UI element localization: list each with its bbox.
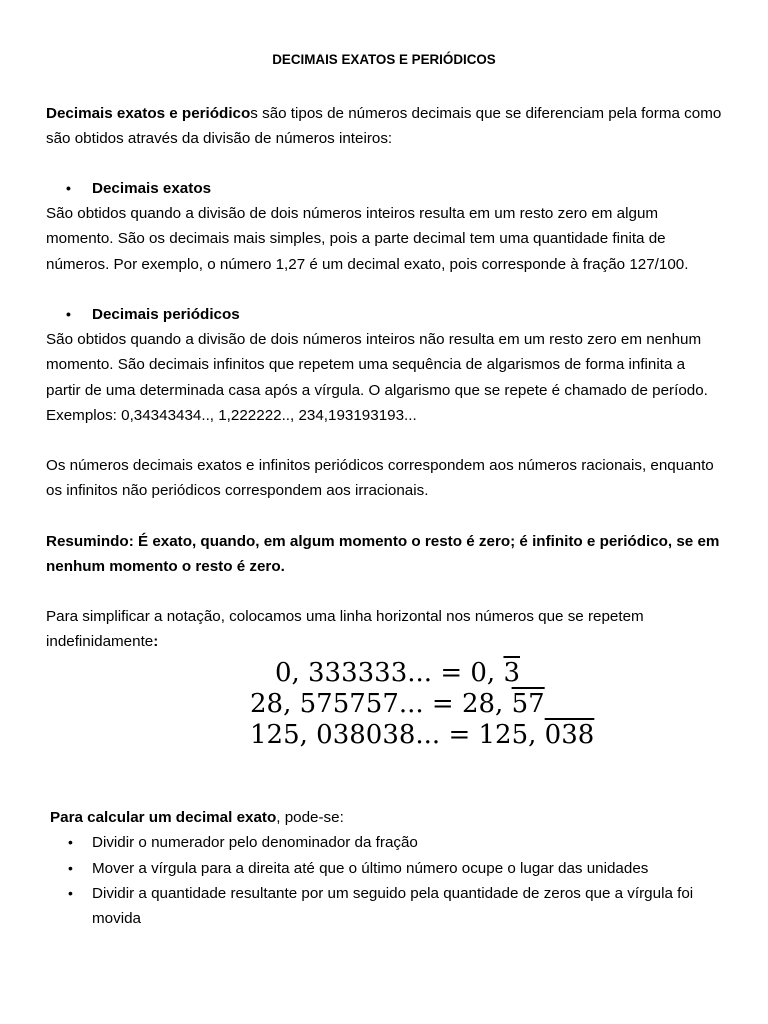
list-item: • Mover a vírgula para a direita até que o último número ocupe o lugar das unidades: [46, 856, 722, 881]
formula-left: 0, 333333... = 0,: [274, 658, 504, 688]
resumo-paragraph: Resumindo: É exato, quando, em algum momento o resto é zero; é infinito e periódico, se em nenhum momento o resto é zero.: [46, 533, 720, 576]
formula-period: 57: [511, 689, 545, 719]
formula-row: [250, 658, 520, 689]
formula-period: 3: [503, 658, 520, 688]
document-title: DECIMAIS EXATOS E PERIÓDICOS: [272, 52, 496, 67]
list-item: • Dividir o numerador pelo denominador da fração: [46, 830, 722, 855]
calcular-text: , pode-se:: [276, 809, 344, 826]
heading-decimais-periodicos: • Decimais periódicos: [92, 302, 240, 327]
notacao-colon: :: [153, 633, 159, 651]
notacao-paragraph: [46, 604, 722, 655]
calcular-intro: [46, 805, 722, 830]
list-item: • Dividir a quantidade resultante por um seguido pela quantidade de zeros que a vírgula foi movida: [46, 881, 722, 932]
calcular-bold: Para calcular um decimal exato: [50, 809, 277, 826]
periodic-notation-formulas: [250, 658, 595, 751]
heading-decimais-exatos: • Decimais exatos: [92, 176, 211, 201]
racionais-paragraph: Os números decimais exatos e infinitos periódicos correspondem aos números racionais, enquanto os infinitos não periódicos correspondem aos irracionais.: [46, 457, 714, 500]
intro-text: s são tipos de números decimais que se diferenciam pela forma como são obtidos através da divisão de números inteiros:: [46, 105, 722, 148]
exatos-paragraph: São obtidos quando a divisão de dois números inteiros resulta em um resto zero em algum momento. São os decimais mais simples, pois a parte decimal tem uma quantidade finita de números. Por exemplo, o número 1,27 é um decimal exato, pois corresponde à fração 127/100.: [46, 205, 689, 273]
intro-paragraph: [46, 101, 722, 152]
formula-row: [250, 720, 595, 751]
calcular-section: [46, 805, 722, 931]
notacao-text: Para simplificar a notação, colocamos uma linha horizontal nos números que se repetem indefinidamente: [46, 608, 644, 651]
formula-left: 125, 038038... = 125,: [250, 720, 545, 750]
formula-left: 28, 575757... = 28,: [250, 689, 512, 719]
intro-bold: Decimais exatos e periódico: [46, 105, 251, 122]
formula-period: 038: [544, 720, 595, 750]
periodicos-paragraph: São obtidos quando a divisão de dois números inteiros não resulta em um resto zero em nenhum momento. São decimais infinitos que repetem uma sequência de algarismos de forma infinita a partir de uma determinada casa após a vírgula. O algarismo que se repete é chamado de período. Exemplos: 0,34343434.., 1,222222.., 234,193193193...: [46, 331, 708, 424]
formula-row: [250, 689, 545, 720]
